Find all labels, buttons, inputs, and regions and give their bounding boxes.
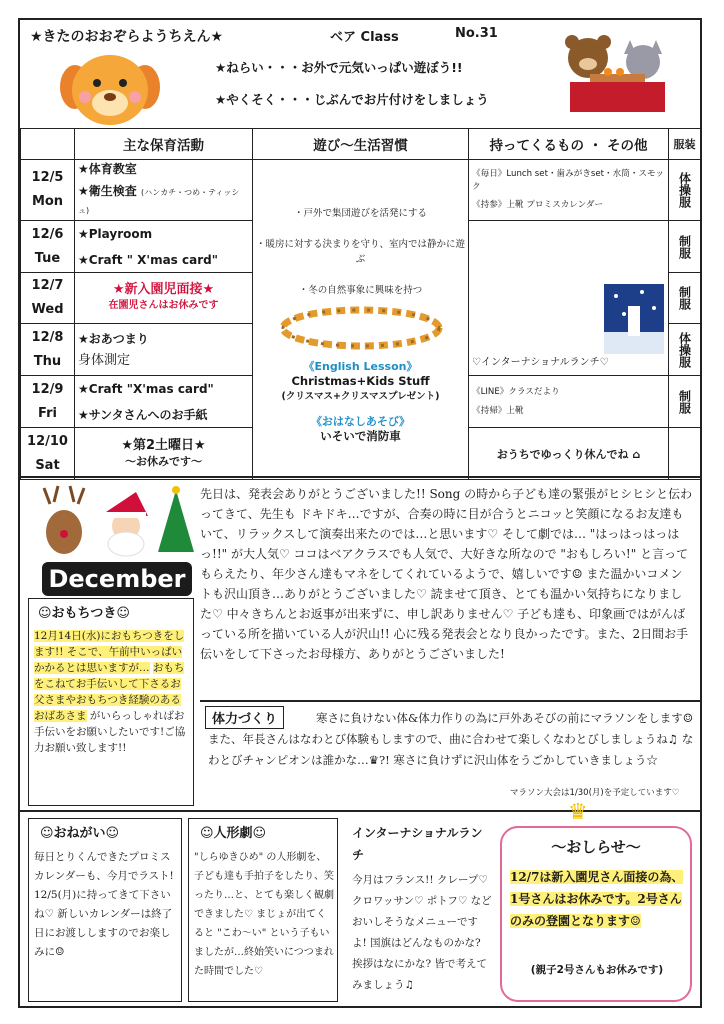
issue-number: No.31 <box>455 26 498 41</box>
bear-cat-kotatsu-illustration <box>560 30 675 120</box>
santa-reindeer-illustration <box>36 482 196 562</box>
notice-note: (親子2号さんもお休みです) <box>530 964 664 976</box>
divider <box>20 810 700 812</box>
play-cell <box>253 160 469 480</box>
activity-header: 主な保育活動 <box>75 129 253 160</box>
class-label: ベア Class <box>330 30 399 45</box>
schedule-table <box>20 128 700 480</box>
international-lunch-body: 今月はフランス!! クレープ♡ クロワッサン♡ ポトフ♡ などおいしそうなメニューですよ! 国旗はどんなものかな? 挨拶はなにかな? 皆で考えてみましょう♫ <box>352 874 492 991</box>
mochitsuki-body-2: おもちをこねてお手伝いして下さるお父さまやおもちつき経験のあるおばあさま <box>34 662 185 722</box>
play-header: 遊び～生活習慣 <box>253 129 469 160</box>
story-play-title: 《おはなしあそび》 <box>310 415 411 428</box>
mochitsuki-body-1: 12月14日(水)におもちつきをします!! そこで、午前中いっぱいかかるとは思いますが… <box>34 630 185 674</box>
clothing-cell: 体操服 <box>669 160 701 221</box>
house-icon: ⌂ <box>632 447 641 461</box>
december-greeting: 先日は、発表会ありがとうございました!! Song の時から子ども達の緊張がヒシヒシと伝わってきて、先生も ドキドキ…ですが、合奏の時に目が合うとニコッと笑顔になるお友達もいて、リラックスして演奏出来たのでは…と思います♡ そして劇では… "はっはっはっはっ!!" が大人気♡ ココはベアクラスでも人気で、大好きな所なので "おもしろい!" と言ってもらえたり、年少さん達もマネをしてくれているようで、嬉しいです☺ また温かいコメントも沢山頂き…ありがとうございました♡ 読ませて頂き、とても温かい気持ちになりました♡ 中々きちんとお返事が出来ずに、申し訳ありません♡ 子ども達も、印象画ではがんばっている所を描いている人が沢山!! 心に残る発表会となり良かったです。また、2日間お手伝いをして下さったお母様方、ありがとうございました! <box>200 487 693 661</box>
clothing-cell <box>669 428 701 480</box>
bring-cell: 《毎日》Lunch set・歯みがきset・水筒・スモック 《持参》上靴 プロミスカレンダー <box>469 160 669 221</box>
promise-text: ★やくそく・・・じぶんでお片付けをしましょう <box>215 92 489 107</box>
international-lunch-title: インターナショナルランチ <box>352 826 483 862</box>
crown-icon: ♛ <box>568 800 588 825</box>
bring-cell: おうちでゆっくり休んでね ⌂ <box>469 428 669 480</box>
activity-cell: ★体育教室 ★衛生検査 (ハンカチ・つめ・ティッシュ) <box>75 160 253 221</box>
notice-title: ～おしらせ～ <box>551 838 641 856</box>
request-body: 毎日とりくんできたプロミスカレンダーも、今月でラスト! 12/5(月)に持ってきて下さいね♡ 新しいカレンダーは終了日にお渡ししますのでお楽しみに☺ <box>34 851 174 958</box>
mochitsuki-body-3: がいらっしゃればお手伝いをお願いしたいです!ご協力お願い致します!! <box>34 710 186 754</box>
play-goal-2: ・暖房に対する決まりを守り、室内では静かに遊ぶ <box>256 239 466 265</box>
request-title: ☺おねがい☺ <box>40 826 120 841</box>
divider <box>200 700 700 702</box>
school-name: ★きたのおおぞらようちえん★ <box>30 29 224 45</box>
play-goal-3: ・冬の自然事象に興味を持つ <box>298 285 423 296</box>
puppet-show-body: "しらゆきひめ" の人形劇を、子ども達も手拍子をしたり、笑ったり…と、とても楽しく観劇できました♡ まじょが出てくると "こわ～い" という子もいましたが…終始笑いにつつまれた時間でした♡ <box>194 852 334 977</box>
date-cell: 12/10 Sat <box>21 428 75 480</box>
date-cell: 12/7 Wed <box>21 273 75 324</box>
english-lesson-body: Christmas+Kids Stuff <box>291 374 430 388</box>
activity-cell: ★第2土曜日★ ～お休みです～ <box>75 428 253 480</box>
marathon-note: マラソン大会は1/30(月)を予定しています♡ <box>510 788 680 798</box>
play-goal-1: ・戸外で集団遊びを活発にする <box>293 208 427 219</box>
activity-cell: ★Playroom ★Craft " X'mas card" <box>75 221 253 273</box>
bring-header: 持ってくるもの ・ その他 <box>469 129 669 160</box>
english-lesson-sub: (クリスマス+クリスマスプレゼント) <box>281 391 440 402</box>
aim-text: ★ねらい・・・お外で元気いっぱい遊ぼう!! <box>215 60 463 75</box>
story-play-body: いそいで消防車 <box>320 429 401 443</box>
winter-window-illustration <box>602 282 666 356</box>
december-title: December <box>42 562 192 596</box>
autumn-leaves-wreath-illustration <box>276 304 446 352</box>
activity-cell: ★Craft "X'mas card" ★サンタさんへのお手紙 <box>75 376 253 428</box>
puppet-show-title: ☺人形劇☺ <box>200 826 267 841</box>
bring-cell <box>469 221 669 376</box>
bring-cell: 《LINE》クラスだより 《持帰》上靴 <box>469 376 669 428</box>
fitness-title: 体力づくり <box>205 706 284 729</box>
date-cell: 12/8 Thu <box>21 324 75 376</box>
international-lunch-note: ♡インターナショナルランチ♡ <box>472 357 609 368</box>
english-lesson-title: 《English Lesson》 <box>303 360 418 373</box>
section-divider <box>20 476 700 478</box>
clothing-cell: 制服 <box>669 376 701 428</box>
clothing-cell: 制服 <box>669 221 701 273</box>
date-cell: 12/5 Mon <box>21 160 75 221</box>
clothing-cell: 体操服 <box>669 324 701 376</box>
mochitsuki-title: ☺おもちつき☺ <box>38 606 130 621</box>
clothing-header: 服装 <box>669 129 701 160</box>
activity-cell: ★おあつまり 身体測定 <box>75 324 253 376</box>
date-cell: 12/9 Fri <box>21 376 75 428</box>
date-cell: 12/6 Tue <box>21 221 75 273</box>
date-header-cell <box>21 129 75 160</box>
bear-face-illustration <box>55 45 165 130</box>
clothing-cell: 制服 <box>669 273 701 324</box>
fitness-body: 寒さに負けない体&体力作りの為に戸外あそびの前にマラソンをします☺ また、年長さんはなわとび体験もしますので、曲に合わせて楽しくなわとびしましょうね♫ なわとびチャンピオンは誰かな…♛?! 寒さに負けずに沢山体をうごかしていきましょう☆ <box>208 711 694 767</box>
activity-cell: ★新入園児面接★ 在園児さんはお休みです <box>75 273 253 324</box>
notice-body: 12/7は新入園児さん面接の為、1号さんはお休みです。2号さんのみの登園となります☺ <box>510 870 684 928</box>
